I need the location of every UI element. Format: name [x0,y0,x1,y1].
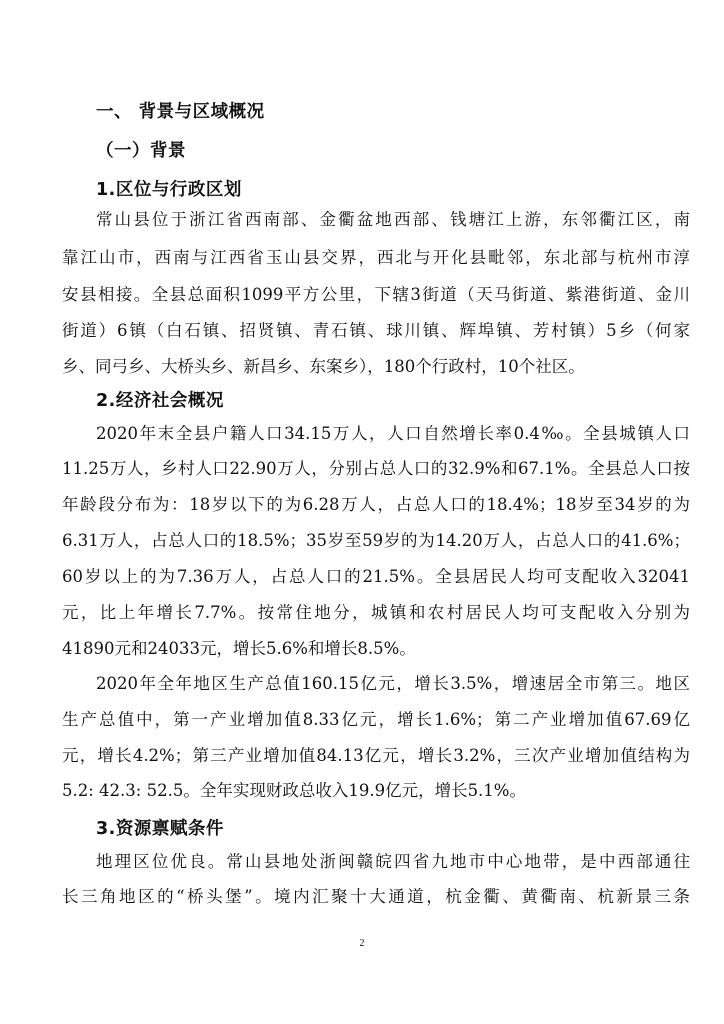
text-line: 年龄段分布为：18岁以下的为6.28万人，占总人口的18.4%；18岁至34岁的为 [62,495,690,514]
text-line: 元，增长4.2%；第三产业增加值84.13亿元，增长3.2%，三次产业增加值结构为 [62,746,690,765]
text-line: 安县相接。全县总面积1099平方公里，下辖3街道（天马街道、紫港街道、金川 [62,285,690,304]
text-line: 6.31万人，占总人口的18.5%；35岁至59岁的为14.20万人，占总人口的41.6%； [62,531,690,550]
text-line: 长三角地区的“桥头堡”。境内汇聚十大通道，杭金衢、黄衢南、杭新景三条 [62,887,690,906]
text-line: 11.25万人，乡村人口22.90万人，分别占总人口的32.9%和67.1%。全县总人口按 [62,459,690,478]
text-line: 街道）6镇（白石镇、招贤镇、青石镇、球川镇、辉埠镇、芳村镇）5乡（何家 [62,321,690,340]
subsection-heading: （一）背景 [96,141,186,161]
text-line: 2020年末全县户籍人口34.15万人，人口自然增长率0.4‰。全县城镇人口 [96,424,690,443]
text-line: 2020年全年地区生产总值160.15亿元，增长3.5%，增速居全市第三。地区 [96,674,690,693]
section-heading: 一、 背景与区域概况 [96,102,265,122]
heading-location: 1.区位与行政区划 [96,180,242,200]
heading-economy: 2.经济社会概况 [96,391,224,411]
text-line: 乡、同弓乡、大桥头乡、新昌乡、东案乡），180个行政村，10个社区。 [62,357,585,376]
text-line: 靠江山市，西南与江西省玉山县交界，西北与开化县毗邻，东北部与杭州市淳 [62,248,690,267]
text-line: 生产总值中，第一产业增加值8.33亿元，增长1.6%；第二产业增加值67.69亿 [62,710,690,729]
text-line: 41890元和24033元，增长5.6%和增长8.5%。 [62,639,416,658]
text-line: 元，比上年增长7.7%。按常住地分，城镇和农村居民人均可支配收入分别为 [62,603,690,622]
text-line: 5.2: 42.3: 52.5。全年实现财政总收入19.9亿元，增长5.1%。 [62,781,526,800]
heading-resources: 3.资源禀赋条件 [96,819,224,839]
text-line: 常山县位于浙江省西南部、金衢盆地西部、钱塘江上游，东邻衢江区，南 [96,210,690,229]
page-number: 2 [359,938,365,949]
text-line: 地理区位优良。常山县地处浙闽赣皖四省九地市中心地带，是中西部通往 [96,852,690,871]
text-line: 60岁以上的为7.36万人，占总人口的21.5%。全县居民人均可支配收入32041 [62,567,690,586]
